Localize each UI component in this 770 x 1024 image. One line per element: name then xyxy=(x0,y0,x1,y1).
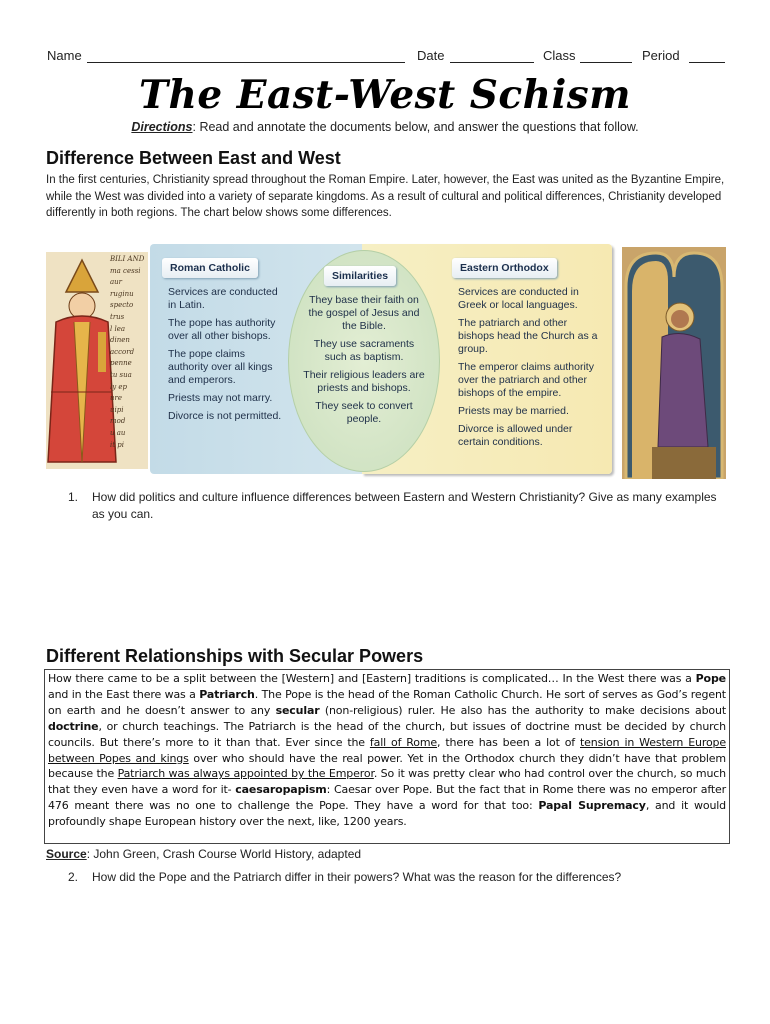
reading-passage: How there came to be a split between the [Western] and [Eastern] traditions is complicated… In the West there was a Pope and in the East there was a Patriarch. The Pope is the head of the Roman Catholic Church. He sort of serves as God’s regent on earth and he doesn’t answer to any secular (non-religious) ruler. He also has the authority to make decisions about doctrine, or church teachings. The Patriarch is the head of the church, but issues of doctrine must be decided by church councils. But there’s more to it than that. Ever since the fall of Rome, there has been a lot of tension in Western Europe between Popes and kings over who should have the real power. Yet in the Orthodox church they didn’t have that problem because the Patriarch was always appointed by the Emperor. So it was pretty clear who had control over the church, so much that they even have a word for it- caesaropapism: Caesar over Pope. But the fact that in Rome there was no emperor after 476 meant there was no one to challenge the Pope. They have a word for that too: Papal Supremacy, and it would profoundly shape European history over the next, like, 1200 years. xyxy=(44,669,730,844)
student-header xyxy=(47,48,727,66)
directions-label: Directions xyxy=(131,120,193,134)
phrase-appointed: Patriarch was always appointed by the Emperor xyxy=(117,767,374,781)
class-label: Class xyxy=(543,48,576,63)
term-patriarch: Patriarch xyxy=(199,687,255,701)
period-blank[interactable] xyxy=(689,62,725,63)
list-item: They base their faith on the gospel of Jesus and the Bible. xyxy=(308,294,420,332)
list-item: Divorce is allowed under certain conditions. xyxy=(458,423,573,448)
roman-catholic-list xyxy=(168,286,286,428)
phrase-fall-of-rome: fall of Rome xyxy=(369,735,438,749)
list-item: The pope has authority over all other bishops. xyxy=(168,317,276,342)
date-label: Date xyxy=(417,48,445,63)
pope-manuscript-image xyxy=(46,252,148,469)
name-blank[interactable] xyxy=(87,62,405,63)
term-caesaropapism: caesaropapism xyxy=(235,783,327,797)
phrase-tension: tension in Western Europe between Popes and kings xyxy=(48,735,726,765)
similarities-list xyxy=(302,294,426,431)
section-heading-differences: Difference Between East and West xyxy=(46,148,341,168)
list-item: Divorce is not permitted. xyxy=(168,410,282,422)
term-doctrine: doctrine xyxy=(48,719,99,733)
directions xyxy=(0,120,770,134)
comparison-chart xyxy=(150,244,612,474)
list-item: Priests may be married. xyxy=(458,405,569,417)
question-2-number: 2. xyxy=(68,870,79,884)
question-2 xyxy=(68,869,723,889)
source-text: : John Green, Crash Course World History, adapted xyxy=(86,847,362,861)
question-1-text: How did politics and culture influence differences between Eastern and Western Christianity? Give as many examples as you can. xyxy=(92,490,717,521)
name-label: Name xyxy=(47,48,82,63)
term-secular: secular xyxy=(275,703,320,717)
question-1-number: 1. xyxy=(68,490,79,504)
manuscript-script: BILI AND ma cessi aur ruginu specto trus l lea dinen accord penne tu sua ly ep ure uipi mod u au it pi xyxy=(110,255,145,449)
class-blank[interactable] xyxy=(580,62,632,63)
list-item: Services are conducted in Latin. xyxy=(168,286,278,311)
list-item: Their religious leaders are priests and bishops. xyxy=(303,369,425,394)
list-item: The emperor claims authority over the patriarch and other bishops of the empire. xyxy=(458,361,594,399)
list-item: They seek to convert people. xyxy=(315,400,413,425)
roman-catholic-title: Roman Catholic xyxy=(162,258,258,278)
patriarch-icon-image xyxy=(622,247,726,479)
page-title: The East-West Schism xyxy=(138,72,632,118)
list-item: Priests may not marry. xyxy=(168,392,273,404)
source-label: Source xyxy=(46,847,87,861)
period-label: Period xyxy=(642,48,680,63)
list-item: The pope claims authority over all kings and emperors. xyxy=(168,348,273,386)
eastern-orthodox-title: Eastern Orthodox xyxy=(452,258,557,278)
section-paragraph-differences: In the first centuries, Christianity spread throughout the Roman Empire. Later, however, the East was united as the Byzantine Empire, while the West was divided into a variety of separate kingdoms. As a result of cultural and political differences, Christianity developed differently in both regions. The chart below shows some differences. xyxy=(46,174,725,219)
section-heading-secular-powers: Different Relationships with Secular Powers xyxy=(46,646,424,666)
question-2-text: How did the Pope and the Patriarch differ in their powers? What was the reason for the differences? xyxy=(92,870,622,884)
similarities-title: Similarities xyxy=(324,266,396,286)
list-item: Services are conducted in Greek or local languages. xyxy=(458,286,579,311)
term-pope: Pope xyxy=(695,672,726,685)
eastern-orthodox-list xyxy=(458,286,606,454)
directions-text: : Read and annotate the documents below, and answer the questions that follow. xyxy=(192,120,639,134)
list-item: The patriarch and other bishops head the Church as a group. xyxy=(458,317,598,355)
source-citation xyxy=(46,847,361,861)
list-item: They use sacraments such as baptism. xyxy=(313,338,415,363)
date-blank[interactable] xyxy=(450,62,534,63)
term-papal-supremacy: Papal Supremacy xyxy=(538,799,646,813)
question-1 xyxy=(68,489,723,529)
